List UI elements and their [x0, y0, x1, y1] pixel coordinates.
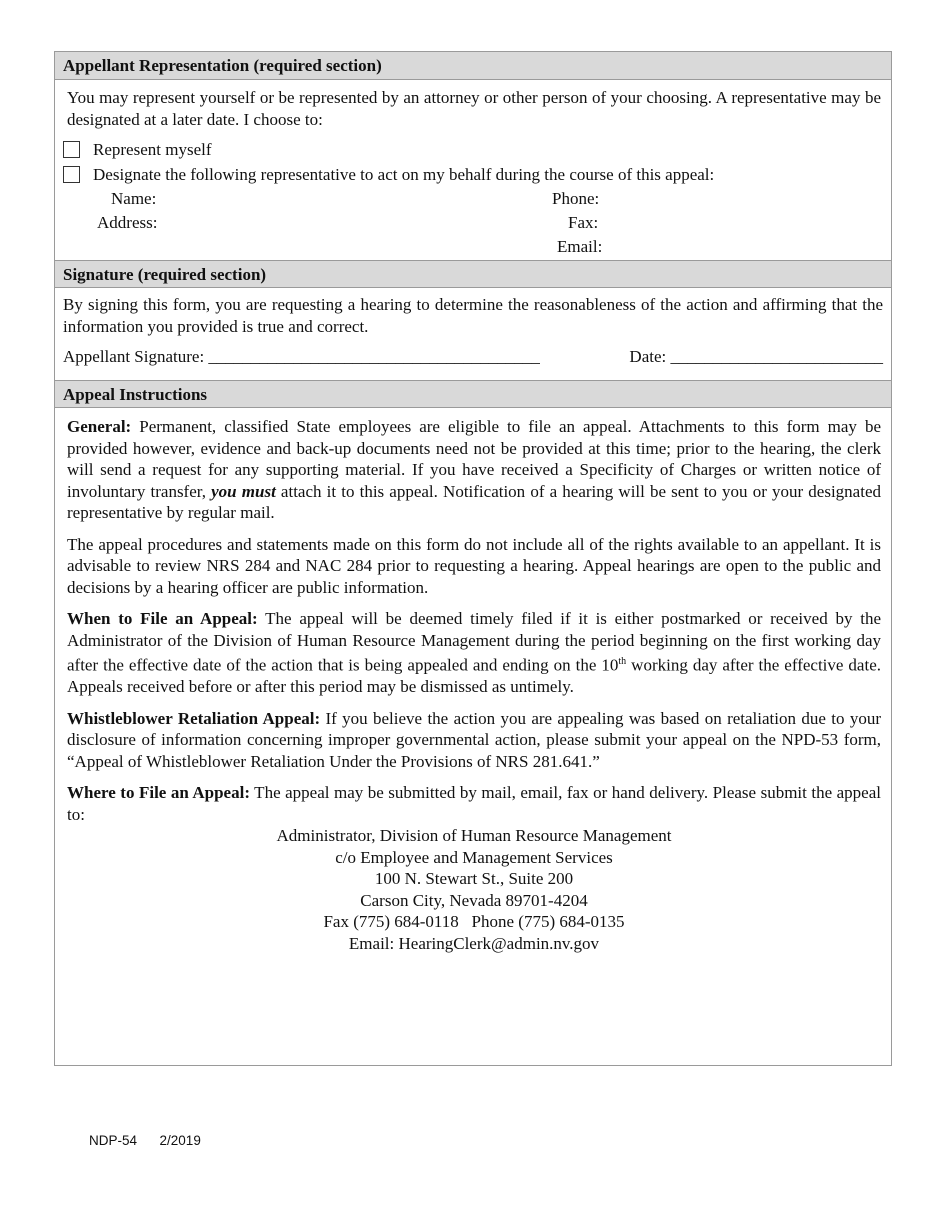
address-line: Fax (775) 684-0118 Phone (775) 684-0135 — [323, 912, 625, 932]
name-label: Name: — [111, 189, 157, 208]
address-fax-row — [67, 211, 881, 235]
signature-heading: Signature (required section) — [55, 260, 891, 288]
representation-intro: You may represent yourself or be represented by an attorney or other person of your choosing. A representative may be designated at a later date. I choose to: — [67, 88, 881, 129]
general-paragraph — [67, 416, 881, 524]
signature-text: By signing this form, you are requesting a hearing to determine the reasonableness of the action and affirming that the information you provided is true and correct. — [63, 295, 883, 336]
instructions-section — [55, 408, 891, 954]
signature-line — [63, 347, 883, 367]
name-phone-row — [67, 187, 881, 211]
signature-date-field[interactable]: Date: _________________________ — [629, 347, 883, 366]
general-text-2: attach it to this appeal. Notification of a hearing will be sent to you or your designated representative by regular mail. — [67, 481, 881, 522]
appeal-form — [54, 51, 892, 1066]
address-line: Administrator, Division of Human Resource Management — [276, 826, 672, 846]
whistleblower-text: If you believe the action you are appealing was based on retaliation due to your disclosure of information concerning improper governmental action, please submit your appeal on the NPD-53 form, “Appeal of Whistleblower Retaliation Under the Provisions of NRS 281.641.” — [67, 708, 881, 771]
when-text-1: The appeal will be deemed timely filed if it is either postmarked or received by the Administrator of the Division of Human Resource Management during the period beginning on the first working day after the effective date of the action that is being appealed and ending on the 10 — [67, 609, 882, 675]
when-to-file-paragraph — [67, 608, 881, 698]
address-line: Carson City, Nevada 89701-4204 — [360, 890, 588, 910]
form-revision: 2/2019 — [159, 1133, 201, 1148]
option-represent-self[interactable] — [63, 137, 881, 162]
form-id: NDP-54 — [89, 1133, 138, 1148]
phone-label: Phone: — [552, 189, 600, 208]
email-row — [67, 235, 881, 259]
address-label: Address: — [97, 213, 158, 232]
rights-paragraph: The appeal procedures and statements made on this form do not include all of the rights available to an appellant. It is advisable to review NRS 284 and NAC 284 prior to requesting a hearing. Appeal hearings are open to the public and decisions by a hearing officer are public information. — [67, 534, 881, 597]
signature-section — [55, 288, 891, 380]
represent-self-checkbox[interactable] — [63, 141, 80, 158]
general-emphasis: you must — [211, 481, 276, 501]
where-title: Where to File an Appeal: — [67, 783, 250, 803]
designate-representative-label: Designate the following representative to act on my behalf during the course of this appeal: — [93, 164, 715, 184]
where-text: The appeal may be submitted by mail, email, fax or hand delivery. Please submit the appeal to: — [67, 783, 881, 824]
appellant-signature-field[interactable]: Appellant Signature: _______________________________________ — [63, 347, 540, 366]
address-line: c/o Employee and Management Services — [335, 847, 613, 867]
general-text-1: Permanent, classified State employees are eligible to file an appeal. Attachments to this form may be provided however, evidence and back-up documents need not be provided at this time; prior to the hearing, the clerk will send a request for any supporting material. If you have received a Specificity of Charges or written notice of involuntary transfer, — [67, 417, 881, 501]
where-to-file-paragraph — [67, 782, 881, 825]
instructions-heading: Appeal Instructions — [55, 380, 891, 408]
email-label: Email: — [557, 237, 603, 256]
general-title: General: — [67, 417, 132, 436]
whistleblower-paragraph — [67, 708, 881, 773]
whistleblower-title: Whistleblower Retaliation Appeal: — [67, 708, 321, 728]
address-line: 100 N. Stewart St., Suite 200 — [374, 869, 574, 889]
when-text-2: working day after the effective date. Appeals received before or after this period may be dismissed as untimely. — [67, 655, 881, 697]
when-sup: th — [618, 656, 627, 667]
option-designate-representative[interactable] — [63, 162, 881, 187]
fax-label: Fax: — [568, 213, 599, 232]
mailing-address — [67, 825, 881, 954]
designate-representative-checkbox[interactable] — [63, 166, 80, 183]
representation-section — [55, 80, 891, 260]
represent-self-label: Represent myself — [93, 139, 212, 159]
address-line: Email: HearingClerk@admin.nv.gov — [348, 933, 600, 953]
form-footer — [89, 1133, 201, 1148]
representation-heading: Appellant Representation (required section) — [55, 52, 891, 80]
when-title: When to File an Appeal: — [67, 609, 258, 628]
